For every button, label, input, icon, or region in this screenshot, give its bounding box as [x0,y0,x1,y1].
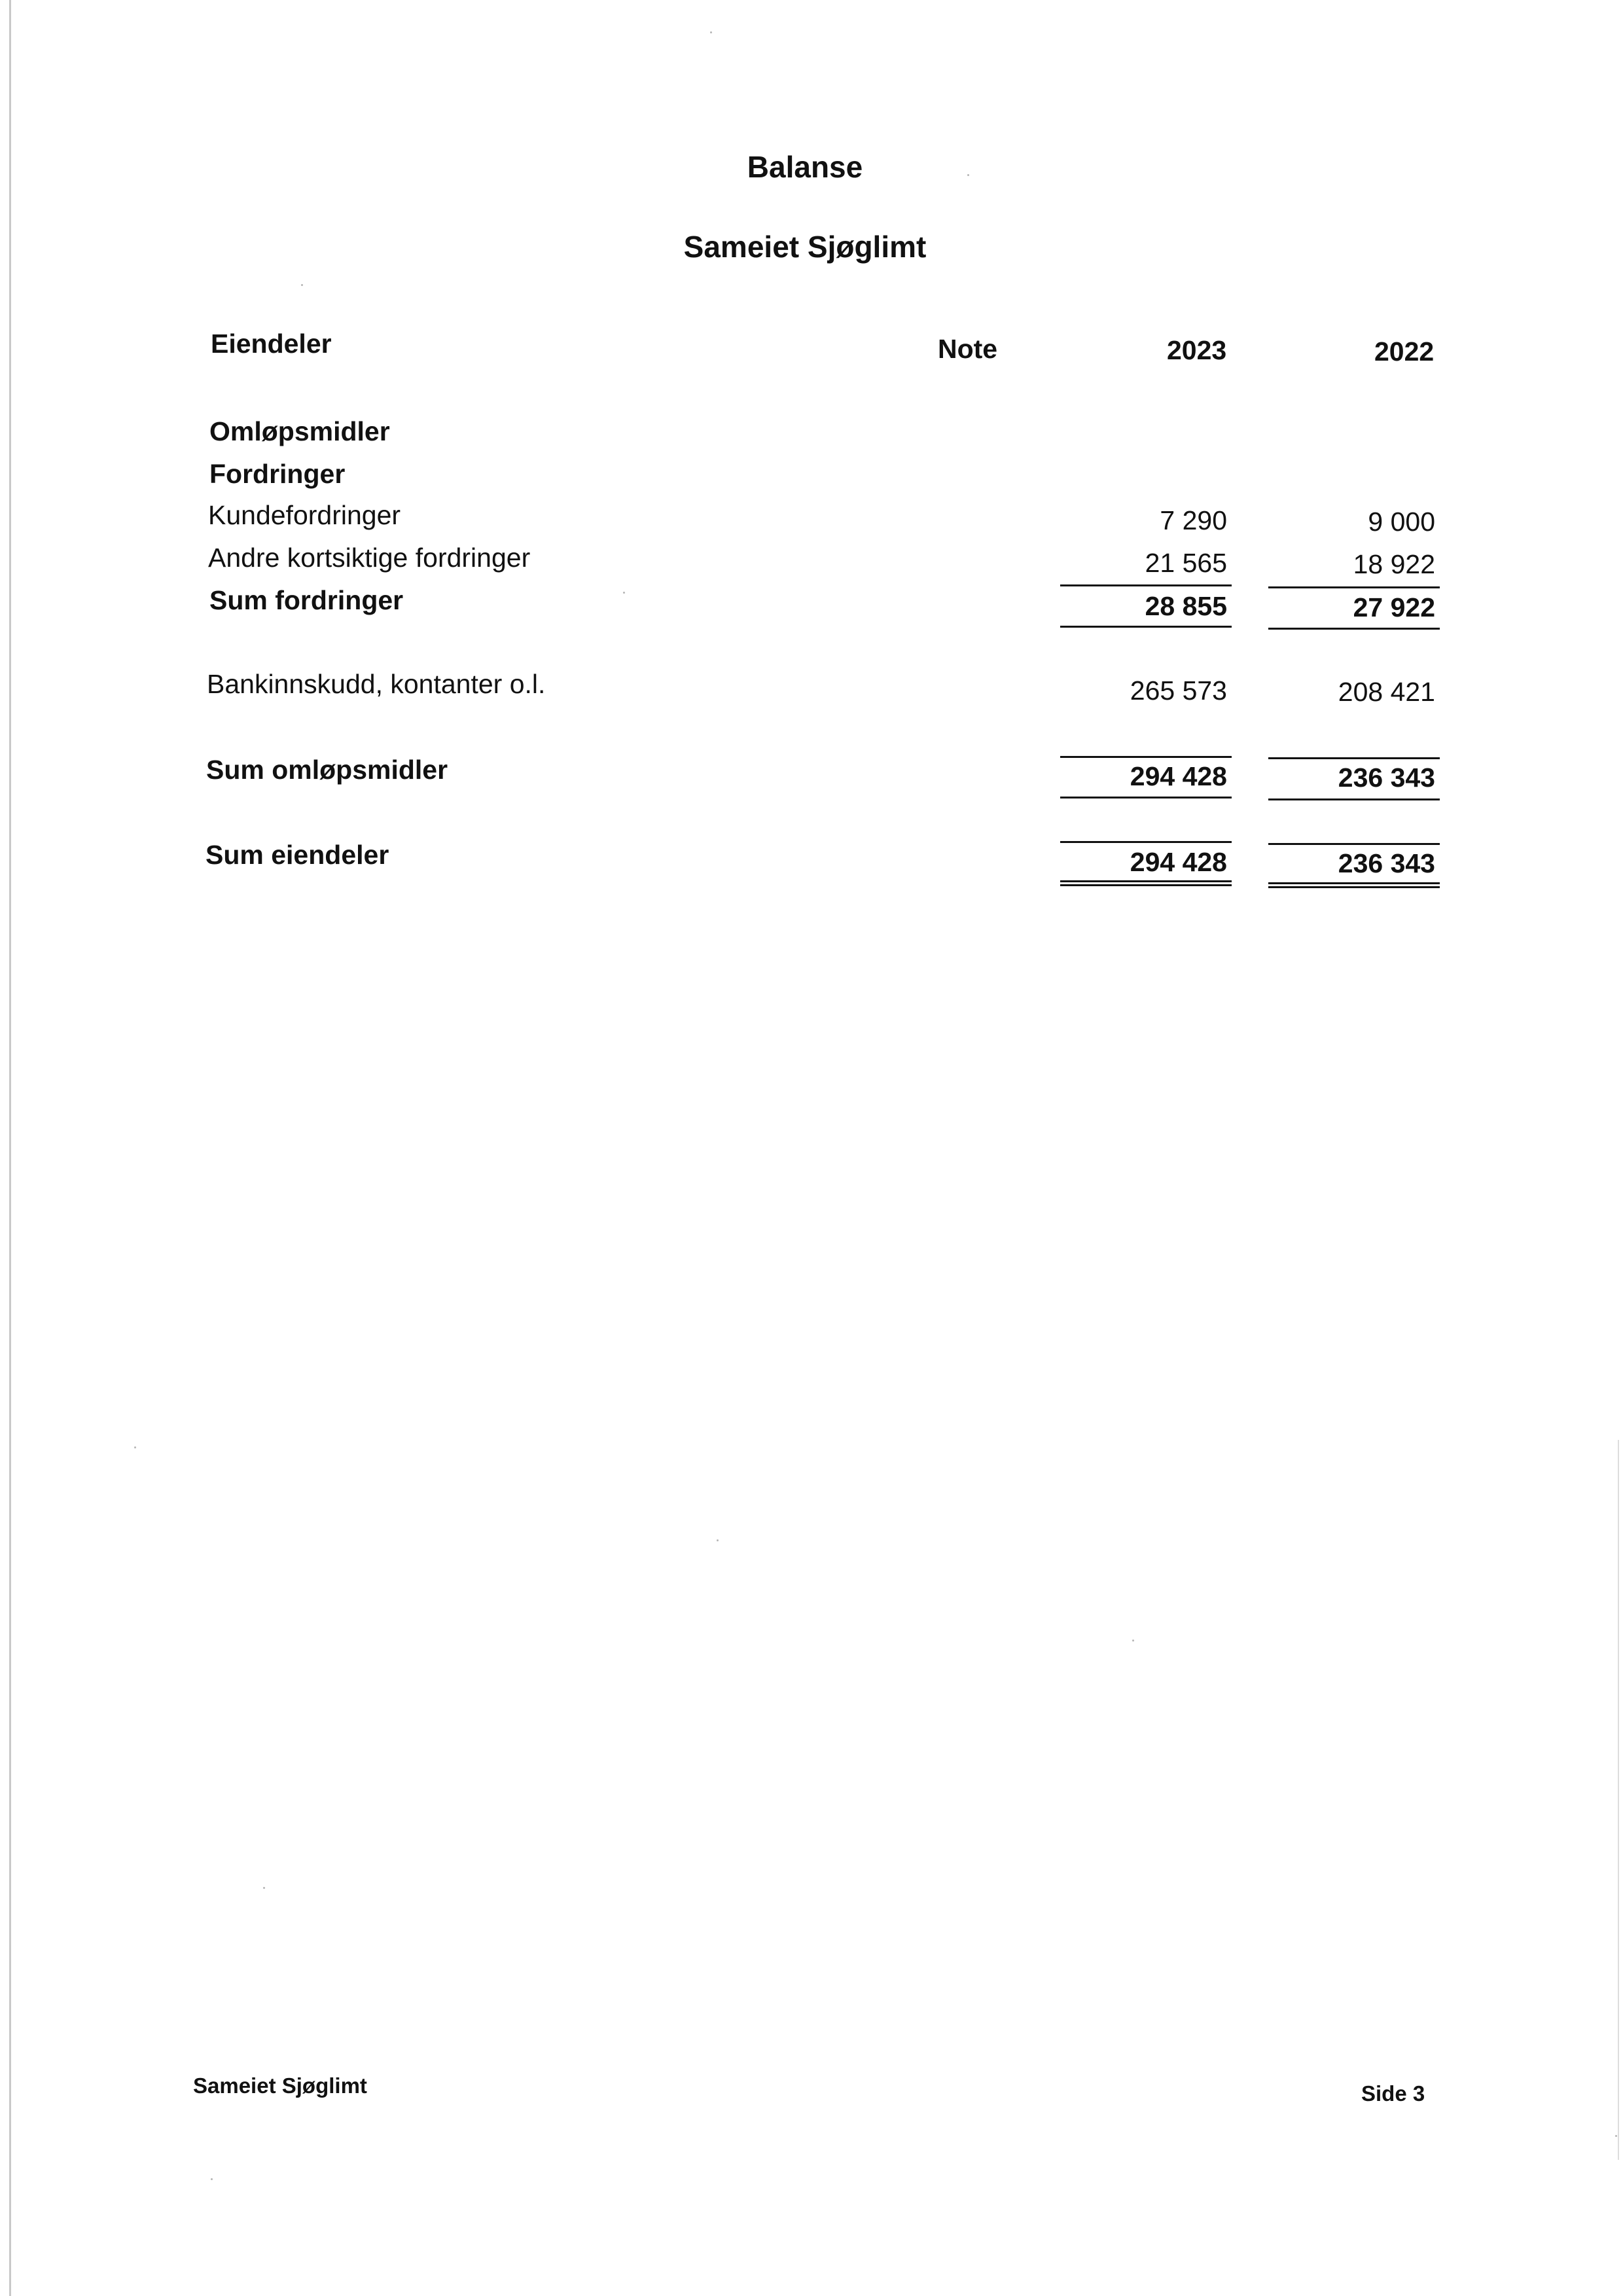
row-label: Fordringer [209,459,346,489]
row-label: Andre kortsiktige fordringer [208,543,531,573]
value-2023: 28 855 [1145,591,1227,621]
year-2023-column-header: 2023 [1167,335,1227,365]
footer-page-number: Side 3 [1361,2081,1425,2106]
total-rule [1268,798,1440,800]
subtotal-rule [1060,756,1232,758]
scan-speck [134,1446,136,1448]
scan-speck [1615,2135,1617,2137]
total-rule [1060,626,1232,628]
scan-speck [211,2178,213,2180]
scan-speck [263,1887,265,1889]
row-label: Bankinnskudd, kontanter o.l. [207,669,546,699]
value-2023: 21 565 [1145,548,1227,578]
value-2022: 9 000 [1368,507,1435,537]
footer-entity-name: Sameiet Sjøglimt [193,2073,367,2098]
total-rule [1060,797,1232,798]
scan-page-edge [9,0,11,2296]
scan-speck [301,284,303,286]
value-2023: 265 573 [1130,675,1227,706]
double-rule [1060,884,1232,886]
total-rule [1268,628,1440,630]
row-label: Sum fordringer [209,585,404,615]
value-2023: 294 428 [1130,847,1227,877]
value-2022: 236 343 [1338,848,1435,878]
subtotal-rule [1268,843,1440,845]
value-2023: 7 290 [1160,505,1227,535]
scan-speck [710,31,712,33]
year-2022-column-header: 2022 [1374,336,1435,367]
value-2023: 294 428 [1130,761,1227,791]
subtotal-rule [1060,841,1232,843]
double-rule [1268,882,1440,884]
row-label: Sum omløpsmidler [206,755,448,785]
document-subtitle: Sameiet Sjøglimt [683,230,927,264]
scan-speck [717,1539,719,1541]
section-header-eiendeler: Eiendeler [211,329,332,359]
note-column-header: Note [938,334,998,364]
double-rule [1060,880,1232,882]
value-2022: 236 343 [1338,762,1435,793]
double-rule [1268,886,1440,888]
value-2022: 27 922 [1353,592,1435,622]
row-label: Sum eiendeler [205,840,389,870]
scan-page-edge-right [1618,1440,1619,2160]
value-2022: 208 421 [1338,677,1435,707]
scan-speck [1132,1640,1134,1641]
value-2022: 18 922 [1353,549,1435,579]
row-label: Kundefordringer [208,500,401,530]
subtotal-rule [1060,584,1232,586]
subtotal-rule [1268,586,1440,588]
scan-speck [623,592,625,594]
row-label: Omløpsmidler [209,416,390,446]
subtotal-rule [1268,757,1440,759]
document-title: Balanse [747,150,863,184]
